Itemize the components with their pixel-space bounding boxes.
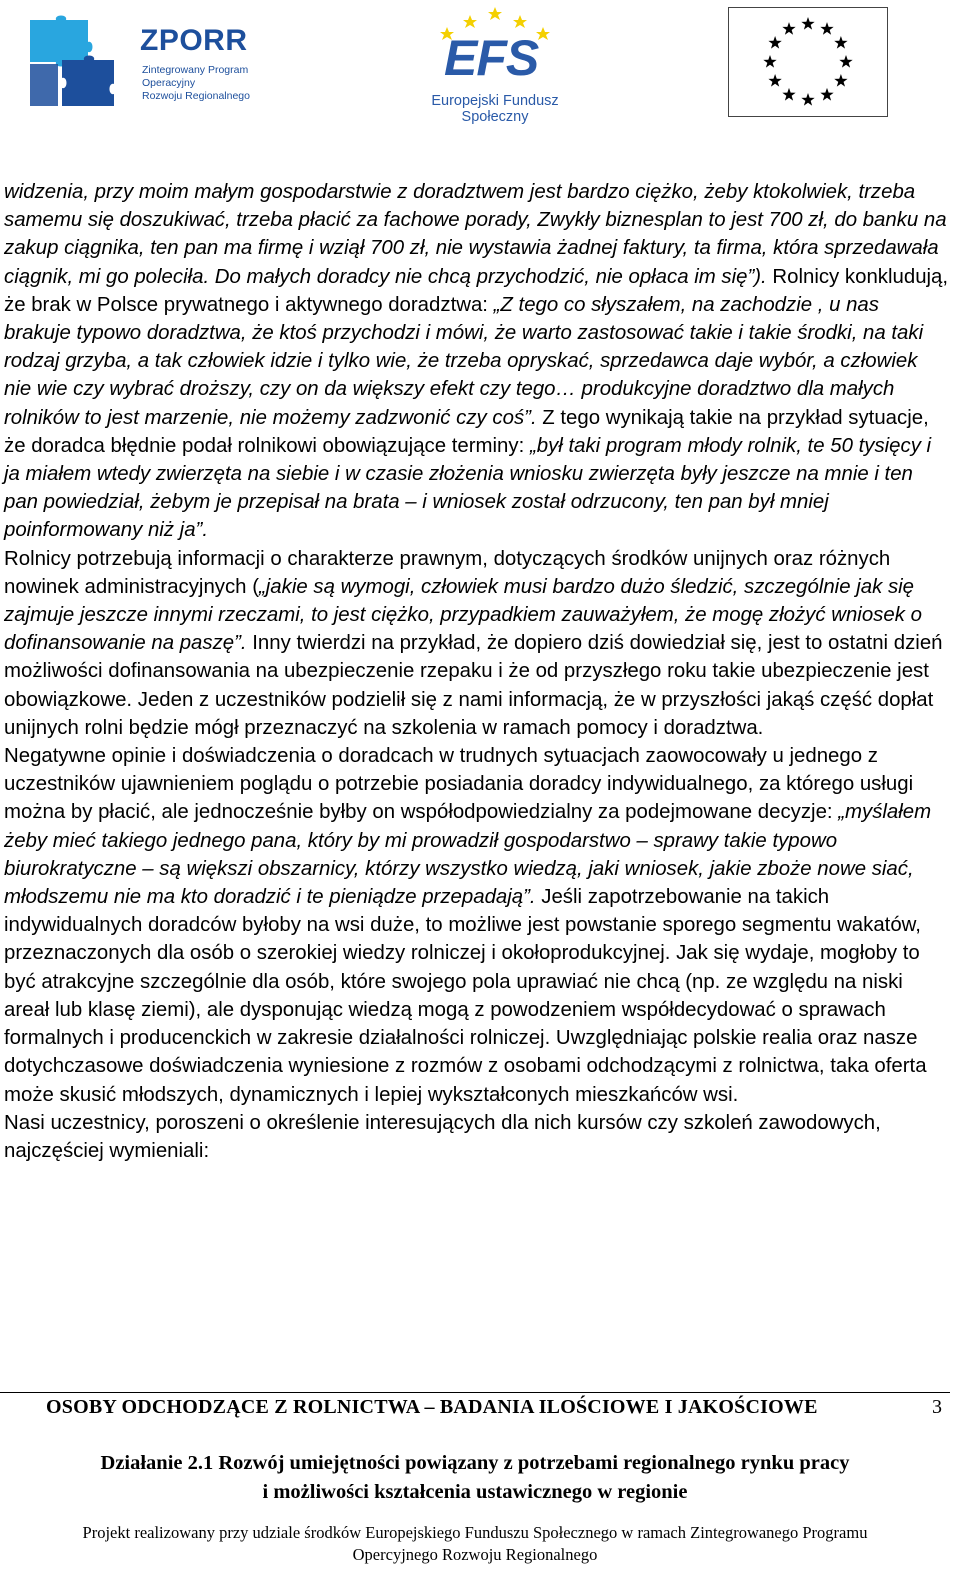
eu-star (820, 22, 833, 35)
page-number: 3 (932, 1396, 942, 1418)
zporr-title: ZPORR (140, 24, 248, 57)
paragraph-1 (4, 178, 950, 545)
body-text: Negatywne opinie i doświadczenia o doradcach w trudnych sytuacjach zaowocowały u jednego z uczestników ujawnieniem poglądu o potrzebie posiadania doradcy indywidualnego, za którego usługi można by płacić, ale jednocześnie byłby on współodpowiedzialny za podejmowane decyzje: (4, 745, 914, 824)
body-text: Nasi uczestnicy, poroszeni o określenie interesujących dla nich kursów czy szkoleń zawodowych, najczęściej wymieniali: (4, 1111, 881, 1162)
eu-star (782, 88, 795, 101)
puzzle-icon (26, 12, 118, 108)
eu-star (768, 36, 781, 49)
eu-star (768, 74, 781, 87)
quote-text: „myślałem żeby mieć takiego jednego pana, który by mi prowadził gospodarstwo – sprawy takie typowo biurokratyczne – są większi obszarnicy, którzy wszystko wiedzą, jaki wniosek, jakie zboże nowe siać, młodszemu nie ma kto doradzić i te pieniądze przepadają”. (4, 801, 932, 909)
body-text: Z tego wynikają takie na przykład sytuacje, że doradca błędnie podał rolnikowi obowiązujące terminy: (4, 406, 929, 457)
action-line (0, 1449, 950, 1507)
body-text: Rolnicy konkludują, że brak w Polsce prywatnego i aktywnego doradztwa: (4, 265, 949, 316)
eu-star (763, 55, 776, 68)
zporr-logo (26, 10, 261, 110)
eu-star (834, 74, 847, 87)
paragraph-2 (4, 545, 950, 742)
page-header (0, 0, 960, 125)
document-body (4, 178, 950, 1165)
quote-text: widzenia, przy moim małym gospodarstwie z doradztwem jest bardzo ciężko, żeby ktokolwiek, trzeba samemu się doszukiwać, trzeba płacić za fachowe porady, Zwykły biznesplan to jest 700 zł, do banku na zakup ciągnika, ten pan ma firmę i wziął 700 zł, nie wystawia żadnej faktury, ta firma, która sprzedawała ciągnik, mi go poleciła. Do małych doradcy nie chcą przychodzić, nie opłaca im się”). (4, 181, 947, 288)
zporr-line-2: Operacyjny (142, 77, 196, 89)
quote-text: „Z tego co słyszałem, na zachodzie , u nas brakuje typowo doradztwa, że ktoś przychodzi i mówi, że warto zastosować takie i takie środki, na taki rodzaj grzyba, a tak człowiek idzie i tylko wie, że trzeba opryskać, sprzedawca daje wybór, a człowiek nie wie czy wybrać droższy, czy on da większy efekt czy tego… produkcyjne doradztwo dla małych rolników to jest marzenie, nie możemy zadzwonić czy coś”. (4, 293, 924, 429)
efs-caption: Europejski Fundusz Społeczny (431, 93, 559, 125)
efs-logo (400, 5, 590, 125)
eu-stars-icon (729, 8, 887, 116)
quote-text: „jakie są wymogi, człowiek musi bardzo dużo śledzić, szczególnie jak się zajmuje jeszcze innymi rzeczami, to jest ciężko, przypadkiem zauważyłem, że mogę złożyć wniosek o dofinansowanie na paszę”. (4, 575, 922, 655)
body-text: Jeśli zapotrzebowanie na takich indywidualnych doradców byłoby na wsi duże, to możliwe jest powstanie sporego segmentu wakatów, przeznaczonych dla osób o szerokiej wiedzy rolniczej i okołoprodukcyjnej. Jak się wydaje, mogłoby to być atrakcyjne szczególnie dla osób, które swojego pola uprawiać nie chcą (np. ze względu na niski areał lub klasę ziemi), ale dysponując wiedzą mogą z powodzeniem współdecydować o sprawach formalnych i producenckich w zakresie działalności rolniczej. Uwzględniając polskie realia oraz nasze dotychczasowe doświadczenia wyniesione z rozmów z osobami odchodzącymi z rolnictwa, taka oferta może skusić młodszych, dynamicznych i lepiej wykształconych mieszkańców wsi. (4, 886, 927, 1106)
quote-text: „był taki program młody rolnik, te 50 tysięcy i ja miałem wtedy zwierzęta na siebie i w czasie złożenia wniosku zwierzęta były jeszcze na mnie i ten pan powiedział, żebym je przepisał na brata – i wniosek został odrzucony, ten pan był mniej poinformowany niż ja”. (4, 434, 932, 542)
zporr-line-3: Rozwoju Regionalnego (142, 90, 250, 102)
efs-mark: EFS (444, 30, 539, 86)
eu-star (839, 55, 852, 68)
project-line-2: Opercyjnego Rozwoju Regionalnego (352, 1545, 598, 1564)
paragraph-3 (4, 742, 950, 1109)
paragraph-4 (4, 1109, 950, 1165)
body-text: Inny twierdzi na przykład, że dopiero dziś dowiedział się, jest to ostatni dzień możliwości dofinansowania na ubezpieczenie rzepaku i że od przyszłego roku takie ubezpieczenie jest obowiązkowe. Jeden z uczestników podzielił się z nami informacją, że w przyszłości jakąś część dopłat unijnych rolni będzie mógł przeznaczyć na szkolenia w ramach pomocy i doradztwa. (4, 632, 943, 739)
action-line-1: Działanie 2.1 Rozwój umiejętności powiązany z potrzebami regionalnego rynku pracy (100, 1452, 850, 1474)
eu-star (834, 36, 847, 49)
zporr-line-1: Zintegrowany Program (142, 64, 249, 76)
project-note (0, 1522, 950, 1566)
eu-star (782, 22, 795, 35)
eu-flag (728, 7, 888, 117)
running-title: OSOBY ODCHODZĄCE Z ROLNICTWA – BADANIA ILOŚCIOWE I JAKOŚCIOWE (46, 1396, 818, 1418)
project-line-1: Projekt realizowany przy udziale środków Europejskiego Funduszu Społecznego w ramach Zintegrowanego Programu (82, 1523, 868, 1542)
body-text: Rolnicy potrzebują informacji o charakterze prawnym, dotyczących środków unijnych oraz różnych nowinek administracyjnych ( (4, 547, 891, 598)
eu-star (801, 93, 814, 106)
eu-star (820, 88, 833, 101)
action-line-2: i możliwości kształcenia ustawicznego w regionie (262, 1481, 688, 1503)
eu-star (801, 17, 814, 30)
footer-divider (0, 1392, 950, 1393)
